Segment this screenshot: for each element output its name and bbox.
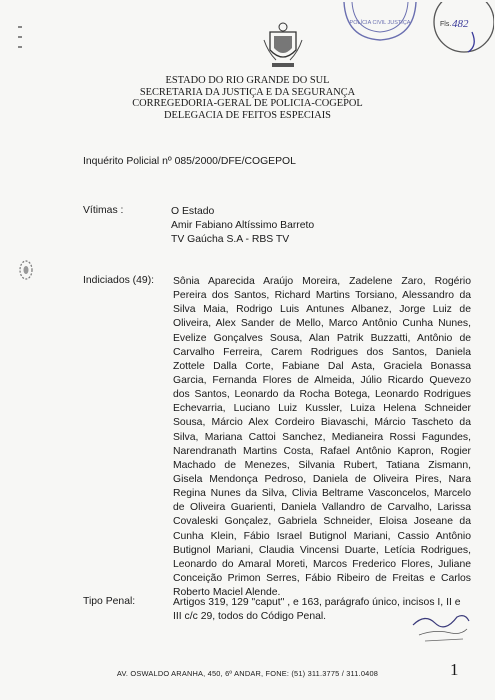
tipo-penal-line: III c/c 29, todos do Código Penal. [173, 611, 327, 622]
indiciados-line: de Oliveira Guarienti, Daniela Vallandro de Carvalho, Larissa [173, 502, 471, 514]
indiciados-line: Carvalho Ferreira, Carem Rodrigues dos Santos, Daniela [173, 346, 471, 358]
indiciados-line: Pereira dos Santos, Richard Martins Torsiano, Alessandro da [173, 290, 471, 302]
page-number-stamp [420, 2, 494, 60]
tipo-penal-label: Tipo Penal: [83, 596, 136, 607]
indiciados-list [173, 275, 471, 600]
indiciados-line: Silva Maia, Rodrigo Luis Antunes Albanez, Jorge Luiz de [173, 304, 471, 316]
indiciados-line: Echevarria, Luciano Luiz Kussler, Luiza Helena Schneider [173, 403, 471, 415]
indiciados-line: Gisela Mendonça Pedroso, Daniela de Oliveira Pires, Nara [173, 473, 471, 485]
indiciados-line: Evelize Gonçalves Sousa, Alan Patrik Buzzatti, Antônio de [173, 332, 471, 344]
vitima-item: O Estado [171, 206, 215, 217]
vitimas-list [171, 205, 314, 247]
letterhead [0, 75, 495, 121]
vitima-item: TV Gaúcha S.A - RBS TV [171, 234, 290, 246]
indiciados-line: Oliveira, Alex Sander de Mello, Marco Antônio Cunha Nunes, [173, 318, 471, 330]
indiciados-line: Narendranath Martins Costa, Rafael Antônio Kapron, Rogier [173, 445, 471, 457]
footer-address: AV. OSWALDO ARANHA, 450, 6º ANDAR, FONE: (51) 311.3775 / 311.0408 [116, 669, 379, 678]
header-secretariat: SECRETARIA DA JUSTIÇA E DA SEGURANÇA [139, 86, 356, 98]
indiciados-line: Sousa, Márcio Alex Cordeiro Biavaschi, Márcio Tascheto da [173, 417, 471, 429]
indiciados-line: Silva, Mariana Cattoi Sanchez, Medianeira Rossi Fagundes, [173, 431, 471, 443]
page-number: 1 [450, 660, 459, 679]
header-delegacia: DELEGACIA DE FEITOS ESPECIAIS [164, 109, 331, 121]
stamp-folha-number: 482 [452, 18, 469, 30]
indiciados-line: Conceição Primon Serres, Fábio Ribeiro de Freitas e Carlos [173, 572, 471, 584]
police-stamp-icon [338, 2, 422, 42]
indiciados-line: Sônia Aparecida Araújo Moreira, Zadelene Zaro, Rogério [173, 276, 471, 287]
margin-marks [18, 18, 34, 56]
stamp-folha-label: Fls. [440, 21, 452, 28]
coat-of-arms-icon [262, 20, 304, 70]
indiciados-line: Zottele Dalla Corte, Fabiane Dal Asta, Graciela Bonassa [173, 360, 471, 372]
tipo-penal-line: Artigos 319, 129 "caput" , e 163, parágrafo único, incisos I, II e [173, 597, 461, 608]
indiciados-line: Cunha Klein, Fábio Israel Butignol Mariani, Cassio Antônio [173, 530, 471, 542]
indiciados-line: dos Santos, Leonardo da Rocha Botega, Leonardo Rodrigues [173, 389, 471, 401]
indiciados-line: Garcia, Fernanda Flores de Almeida, Júlio Ricardo Quevezo [173, 374, 471, 386]
indiciados-line: Leonardo do Amaral Moreti, Marcos Frederico Flores, Juliane [173, 558, 471, 570]
inquerito-number: Inquérito Policial nº 085/2000/DFE/COGEPOL [83, 156, 296, 167]
stamp-round-text: POLÍCIA CIVIL JUSTIÇA [349, 20, 411, 26]
indiciados-line: Machado de Menezes, Silvania Rubert, Tatiana Zismann, [173, 459, 471, 471]
indiciados-line: Butignol Mariani, Claudia Vincensi Duarte, Letícia Rodrigues, [173, 544, 471, 556]
indiciados-line: Roberto Maciel Alende. [173, 587, 281, 599]
header-state: ESTADO DO RIO GRANDE DO SUL [165, 75, 330, 86]
indiciados-label: Indiciados (49): [83, 275, 155, 286]
indiciados-line: Regina Nunes da Silva, Clivia Beltrame Vasconcelos, Marcelo [173, 488, 471, 500]
punch-hole-mark [18, 258, 34, 282]
header-corregedoria: CORREGEDORIA-GERAL DE POLICIA-COGEPOL [132, 98, 363, 110]
signature-stamp [405, 595, 475, 650]
vitimas-label: Vítimas : [83, 205, 124, 216]
vitima-item: Amir Fabiano Altíssimo Barreto [171, 220, 315, 232]
indiciados-line: Covaleski Gonçalez, Gabriela Schneider, Eloisa Joseane da [173, 516, 471, 528]
